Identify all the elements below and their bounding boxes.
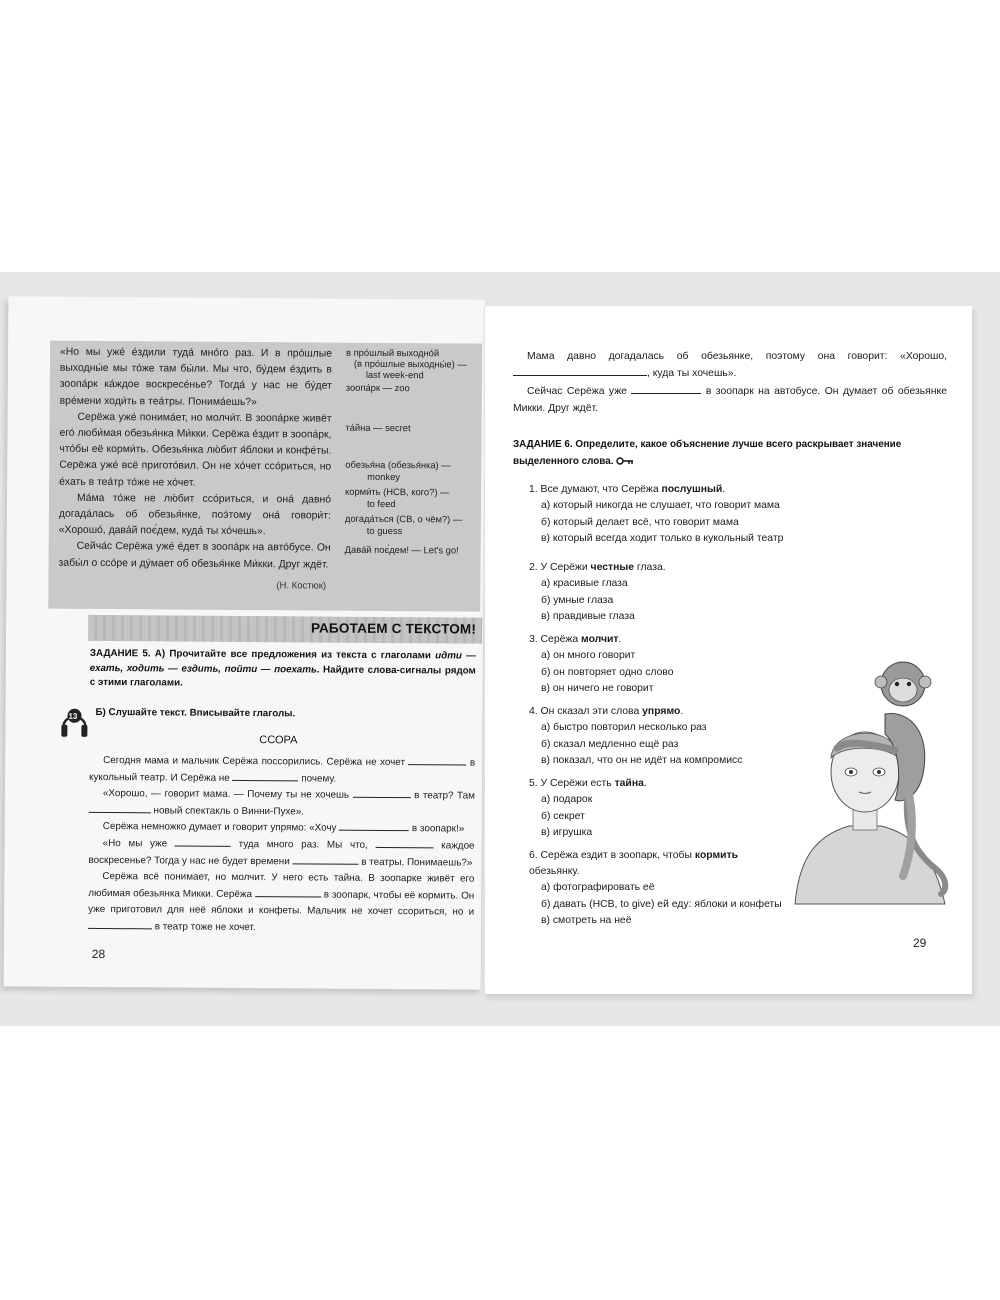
highlighted-word: упрямо	[642, 706, 681, 717]
blank-field[interactable]	[353, 788, 411, 798]
answer-option[interactable]: б) сказал медленно ещё раз	[541, 738, 679, 750]
reading-paragraph: Сейча́с Серёжа уже́ е́дет в зоопа́рк на авто́бусе. Он забы́л о ссо́ре и ду́мает об обезья́нке Ми́кки. Друг ждёт.	[58, 541, 331, 571]
reading-paragraph: Ма́ма то́же не лю́бит ссо́риться, и она́ давно́ догада́лась об обезья́нке, поэ́тому она́ говори́т: «Хорошо́, дава́й поє́дем, куда́ ты хо́чешь».	[58, 492, 332, 538]
answer-option[interactable]: б) давать (НСВ, to give) ей еду: яблоки и конфеты	[541, 898, 782, 910]
blank-field[interactable]	[255, 887, 321, 897]
story-paragraph	[89, 786, 475, 822]
story-fragment: в зоопарк!»	[409, 823, 465, 835]
glossary-entry: Дава́й поє́дем! — Let's go!	[344, 543, 459, 556]
text-fragment: Сейчас Серёжа уже	[527, 385, 632, 397]
story-fragment: новый спектакль о Винни-Пухе».	[150, 805, 305, 818]
story-fragment: в театры. Понимаешь?»	[358, 856, 473, 869]
blank-field[interactable]	[631, 384, 701, 394]
story-fragment: в театр? Там	[410, 790, 475, 802]
continuation-paragraph	[513, 383, 947, 418]
glossary-entry: та́йна — secret	[345, 421, 411, 434]
continuation-text	[513, 348, 947, 418]
answer-option[interactable]: в) правдивые глаза	[541, 611, 635, 622]
highlighted-word: кормить	[694, 850, 739, 861]
answer-option[interactable]: б) он повторяет одно слово	[541, 666, 674, 678]
blank-field[interactable]	[292, 854, 358, 864]
blank-field[interactable]	[339, 821, 409, 831]
question-item	[529, 560, 949, 626]
story-fragment: каждое воскресенье? Тогда у нас не будет времени	[88, 840, 475, 867]
blank-field[interactable]	[232, 771, 298, 781]
task-6-text: ЗАДАНИЕ 6. Определите, какое объяснение лучше всего раскрывает значение выделенного слова.	[513, 439, 902, 467]
story-fragment: «Но мы уже	[102, 837, 175, 850]
task-5-instructions	[90, 647, 476, 693]
answer-option[interactable]: а) фотографировать её	[541, 882, 655, 893]
glossary-entry: to feed	[366, 497, 396, 510]
glossary-entry: догада́ться (СВ, о чём?) —	[344, 512, 463, 525]
right-page	[484, 306, 972, 994]
blank-field[interactable]	[375, 838, 433, 848]
section-banner	[88, 615, 482, 644]
answer-option[interactable]: в) он ничего не говорит	[541, 683, 654, 694]
text-fragment: , куда ты хочешь».	[647, 368, 737, 380]
question-text: 4. Он сказал эти слова упрямо.	[529, 706, 684, 717]
story-fragment: Серёжа немножко думает и говорит упрямо: «Хочу	[102, 821, 340, 835]
answer-option[interactable]: в) игрушка	[541, 827, 593, 838]
task-5-tail: . Найдите слова-сигналы рядом с этими глаголами.	[89, 664, 476, 689]
highlighted-word: честные	[590, 562, 635, 573]
glossary-entry: корми́ть (НСВ, кого?) —	[345, 485, 450, 498]
glossary-entry: обезья́на (обезья́нка) —	[345, 458, 451, 471]
reading-text	[58, 345, 332, 574]
question-item	[529, 482, 949, 548]
glossary-entry: зоопа́рк — zoo	[345, 381, 410, 394]
answer-option[interactable]: а) он много говорит	[541, 650, 636, 661]
blank-field[interactable]	[88, 919, 152, 929]
task-6-instructions	[513, 436, 947, 470]
answer-option[interactable]: б) который делает всё, что говорит мама	[541, 516, 739, 528]
answer-option[interactable]: б) умные глаза	[541, 594, 614, 606]
story-paragraph	[89, 753, 475, 789]
story-fragment: в зоопарк, чтобы её кормить. Он уже приготовил для неё яблоки и конфеты. Мальчик не хочет ссориться, но и	[88, 889, 475, 918]
story-fragment: почему.	[298, 772, 337, 785]
answer-option[interactable]: а) подарок	[541, 794, 593, 805]
story-title: ССОРА	[259, 734, 298, 747]
story-fragment: в театр тоже не хочет.	[151, 921, 256, 934]
text-fragment: Мама давно догадалась об обезьянке, поэтому она говорит: «Хорошо,	[527, 351, 947, 362]
story-fragment: туда много раз. Мы что,	[230, 838, 376, 851]
blank-field[interactable]	[89, 803, 151, 813]
answer-option[interactable]: а) быстро повторил несколько раз	[541, 722, 707, 733]
highlighted-word: послушный	[661, 484, 723, 495]
glossary-entry: в про́шлый выходно́й	[345, 346, 440, 359]
story-fragment: Серёжа всё понимает, но молчит. У него есть тайна. В зоопарке живёт его любимая обезьянка Микки. Серёжа	[88, 871, 475, 900]
question-text: 6. Серёжа ездит в зоопарк, чтобы кормить обезьянку.	[529, 850, 739, 877]
page-number: 29	[913, 936, 927, 950]
reading-paragraph: «Но мы уже́ е́здили туда́ мно́го раз. И в про́шлые выходны́е мы то́же там бы́ли. Мы что, бу́дем е́здить в зоопа́рк ка́ждое воскресе́нье? Тогда́ у нас не бу́дет вре́мени ходи́ть в теа́тры. Понима́ешь?»	[59, 346, 333, 408]
reading-paragraph: Серёжа уже́ понима́ет, но молчи́т. В зоопа́рке живёт его́ люби́мая обезья́нка Ми́кки. Серёжа е́здит в зоопа́рк, что́бы её корми́ть. Обезья́нка лю́бит я́блоки и конфе́ты. Серёжа уже́ всё пригото́вил. Он не хо́чет ссо́риться, но е́хать в теа́тр то́же не хо́чет.	[59, 411, 332, 489]
task-5-lead: ЗАДАНИЕ 5. А) Прочитайте все предложения из текста с глаголами	[89, 647, 431, 662]
section-banner-title: РАБОТАЕМ С ТЕКСТОМ!	[310, 620, 477, 637]
question-text: 5. У Серёжи есть тайна.	[529, 778, 647, 789]
glossary-entry: monkey	[367, 470, 401, 483]
left-page	[4, 296, 487, 989]
story-paragraph	[88, 869, 474, 938]
question-text: 1. Все думают, что Серёжа послушный.	[529, 484, 726, 495]
audio-track-number: 13	[68, 711, 78, 721]
text-fragment: в зоопарк на автобусе. Он думает об обезьянке Микки. Друг ждёт.	[513, 385, 947, 415]
headphones-icon	[59, 705, 89, 741]
answer-option[interactable]: а) который никогда не слушает, что говорит мама	[541, 500, 780, 511]
blank-field[interactable]	[513, 366, 647, 376]
answer-option[interactable]: в) который всегда ходит только в кукольный театр	[541, 533, 784, 544]
task-5-verbs: идти — ехать, ходить — ездить, пойти — поехать	[89, 650, 476, 676]
key-icon	[616, 457, 634, 465]
question-item	[529, 848, 789, 930]
page-number: 28	[91, 946, 106, 962]
continuation-paragraph	[513, 348, 947, 383]
glossary-entry: last week-end	[365, 368, 424, 381]
task-5-listen: Б) Слушайте текст. Вписывайте глаголы.	[95, 706, 296, 720]
answer-option[interactable]: в) смотреть на неё	[541, 915, 632, 926]
question-text: 3. Серёжа молчит.	[529, 634, 622, 645]
story-text	[88, 753, 475, 938]
story-fragment: в кукольный театр. И Серёжа не	[89, 757, 476, 784]
boy-with-monkey-illustration	[785, 654, 965, 914]
highlighted-word: молчит	[581, 634, 619, 645]
blank-field[interactable]	[408, 755, 466, 765]
answer-option[interactable]: б) секрет	[541, 810, 585, 822]
highlighted-word: тайна	[614, 778, 644, 789]
story-paragraph	[88, 836, 474, 872]
question-text: 2. У Серёжи честные глаза.	[529, 562, 666, 573]
blank-field[interactable]	[175, 836, 231, 846]
reading-author: (Н. Костюк)	[276, 580, 327, 592]
answer-option[interactable]: а) красивые глаза	[541, 578, 628, 589]
answer-option[interactable]: в) показал, что он не идёт на компромисс	[541, 755, 743, 766]
story-fragment: «Хорошо, — говорит мама. — Почему ты не хочешь	[102, 788, 353, 801]
glossary-entry: (в про́шлые выходны́е) —	[353, 357, 467, 370]
story-fragment: Сегодня мама и мальчик Серёжа поссорились. Серёжа не хочет	[103, 755, 409, 769]
glossary-entry: to guess	[366, 524, 403, 537]
